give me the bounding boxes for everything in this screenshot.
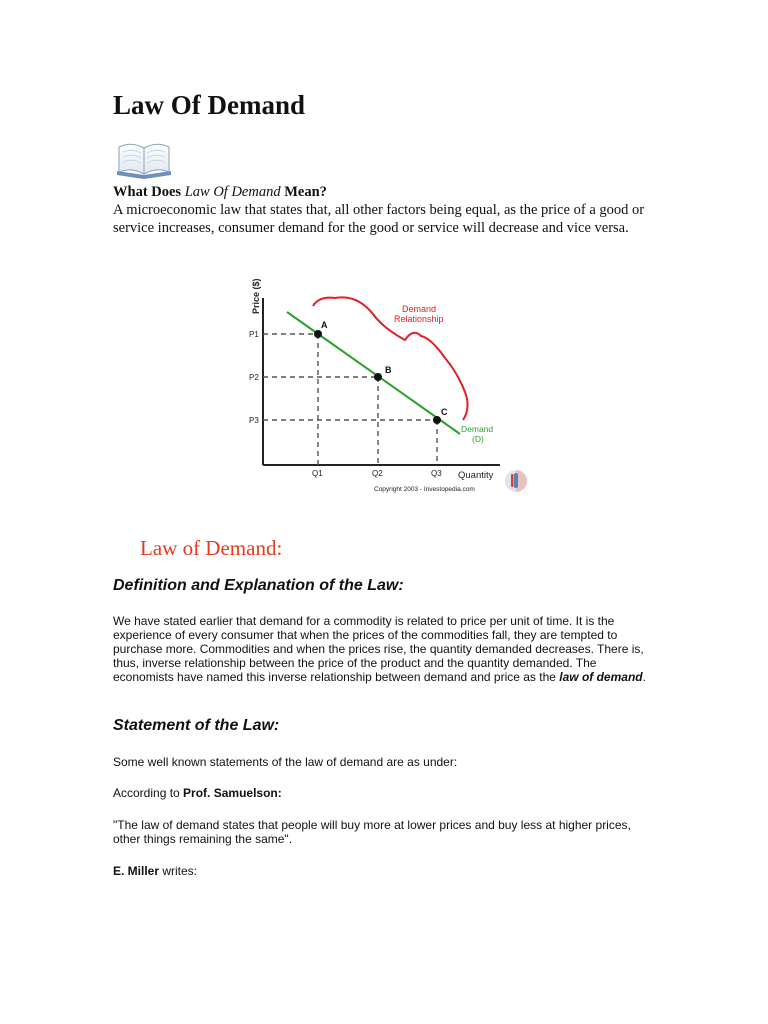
investopedia-logo-icon (505, 470, 527, 492)
question-term: Law Of Demand (184, 184, 281, 200)
annotation-line2: Relationship (394, 314, 444, 324)
point-c (433, 416, 441, 424)
question-suffix: Mean? (280, 184, 327, 200)
chart-copyright: Copyright 2003 - Investopedia.com (374, 486, 475, 493)
tick-p3: P3 (249, 416, 259, 425)
tick-q2: Q2 (372, 469, 383, 478)
paragraph-bold-term: law of demand (559, 670, 643, 685)
y-axis-label: Price ($) (251, 278, 261, 314)
x-axis-label: Quantity (458, 470, 494, 481)
point-b (374, 373, 382, 381)
tick-p2: P2 (249, 373, 259, 382)
miller-line (113, 864, 197, 878)
definition-paragraph (113, 614, 658, 684)
tick-q1: Q1 (312, 469, 323, 478)
statement-intro: Some well known statements of the law of demand are as under: (113, 755, 458, 769)
according-line (113, 786, 282, 800)
question-prefix: What Does (113, 184, 185, 200)
definition-text: A microeconomic law that states that, all other factors being equal, as the price of a good or service increases, consumer demand for the good or service will decrease and vice versa. (113, 202, 645, 236)
annotation-brace (313, 297, 468, 420)
annotation-line1: Demand (402, 304, 437, 314)
point-c-label: C (441, 407, 448, 417)
demand-chart (245, 268, 535, 498)
samuelson-quote: "The law of demand states that people will buy more at lower prices and buy less at higher prices, other things remaining the same". (113, 818, 631, 847)
series-label-line2: (D) (472, 434, 484, 444)
open-book-icon (113, 139, 175, 181)
tick-q3: Q3 (431, 469, 442, 478)
miller-name: E. Miller (113, 864, 160, 878)
law-heading: Law of Demand: (140, 536, 283, 560)
section-definition-heading: Definition and Explanation of the Law: (113, 577, 404, 594)
according-name: Prof. Samuelson: (183, 786, 282, 800)
page-title: Law Of Demand (113, 90, 306, 120)
paragraph-text: We have stated earlier that demand for a commodity is related to price per unit of time. It is the experience of every consumer that when the prices of the commodities fall, they are tempted to purchase more. Commodities and when the prices rise, the quantity demanded decreases. There is, thus, inverse relationship between the price of the product and the quantity demanded. The economists have named this inverse relationship between demand and price as the (113, 614, 644, 685)
series-label-line1: Demand (461, 424, 494, 434)
tick-p1: P1 (249, 330, 259, 339)
point-b-label: B (385, 365, 392, 375)
miller-suffix: writes: (159, 864, 198, 878)
point-a (314, 330, 322, 338)
section-statement-heading: Statement of the Law: (113, 717, 280, 734)
question-heading (113, 184, 327, 201)
point-a-label: A (321, 320, 328, 330)
according-prefix: According to (113, 786, 184, 800)
demand-line (287, 312, 460, 434)
paragraph-end: . (642, 670, 646, 685)
